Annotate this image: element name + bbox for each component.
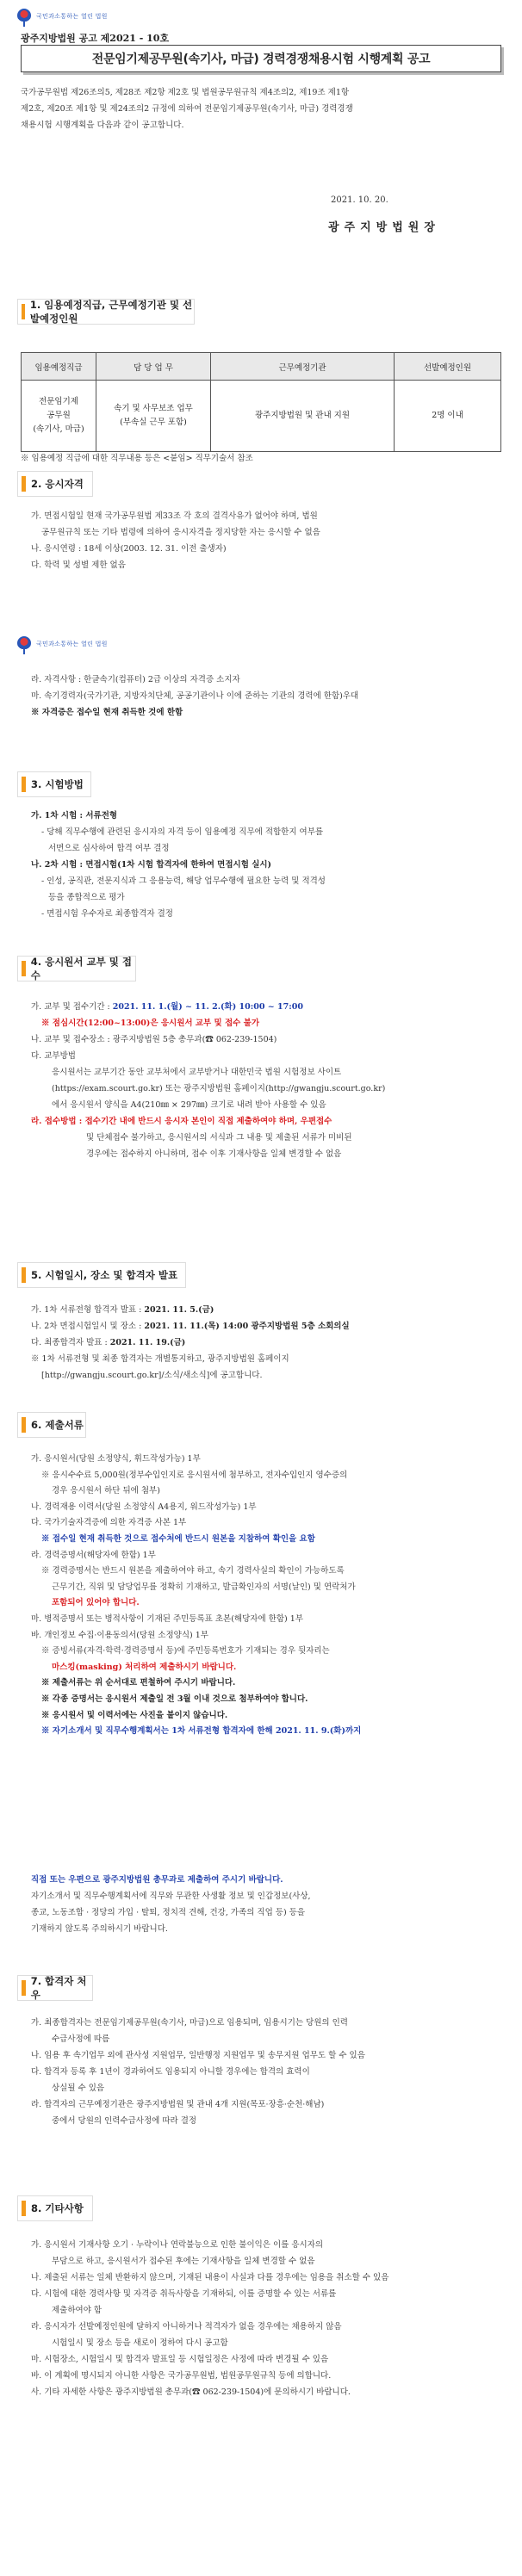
section-2-heading: 2. 응시자격	[17, 471, 93, 497]
table-header: 선발예정인원	[395, 353, 501, 381]
table-header: 근무예정기관	[211, 353, 395, 381]
notice-date: 2021. 10. 20.	[331, 195, 388, 205]
table-header: 임용예정직급	[22, 353, 96, 381]
office-cell: 광주지방법원 및 관내 지원	[211, 381, 395, 452]
documents-continuation: 직접 또는 우편으로 광주지방법원 총무과로 제출하여 주시기 바랍니다. 자기소개서 및 직무수행계획서에 직무와 무관한 사생활 정보 및 인갑정보(사상, 종교, 노동조합 · 정당의 가입 · 탈퇴, 정치적 견해, 건강, 가족의 직업 등) 등을 기재하지 않도록 주의하시기 바랍니다.	[31, 1875, 311, 1934]
qualification-text: 가. 면접시험일 현재 국가공무원법 제33조 각 호의 결격사유가 없어야 하며, 법원 공무원규칙 또는 기타 법령에 의하여 응시자격을 정지당한 자는 응시할 수 없음 나. 응시연령 : 18세 이상(2003. 12. 31. 이전 출생자) 다. 학력 및 성별 제한 없음	[31, 511, 320, 570]
table-row	[22, 381, 501, 452]
logo-text: 국민과소통하는 열린 법원	[36, 13, 108, 20]
court-logo	[17, 5, 108, 28]
application-text: 가. 교부 및 접수기간 : 2021. 11. 1.(월) ~ 11. 2.(화) 10:00 ~ 17:00 ※ 점심시간(12:00~13:00)은 응시원서 교부 및 접수 불가 나. 교부 및 접수장소 : 광주지방법원 5층 총무과(☎ 062-239-1504) 다. 교부방법 응시원서는 교부기간 동안 교부처에서 교부받거나 대한민국 법원 시험정보 사이트 (https://exam.scourt.go.kr) 또는 광주지방법원 홈페이지(http://gwangju.scourt.go.kr) 에서 응시원서 양식을 A4(210㎜ × 297㎜) 크기로 내려 받아 사용할 수 있음 라. 접수방법 : 접수기간 내에 반드시 응시자 본인이 직접 제출하여야 하며, 우편접수 및 단체접수 불가하고, 응시원서의 서식과 그 내용 및 제출된 서류가 미비된 경우에는 접수하지 아니하며, 접수 이후 기재사항을 일체 변경할 수 없음	[31, 1002, 386, 1159]
duty-cell: 속기 및 사무보조 업무 (부속실 근무 포함)	[96, 381, 211, 452]
court-emblem-icon	[17, 7, 33, 26]
section-7-heading: 7. 합격자 처우	[17, 1975, 93, 2001]
section-3-heading: 3. 시험방법	[17, 771, 91, 797]
section-marker	[22, 304, 25, 319]
table-header: 담 당 업 무	[96, 353, 211, 381]
notice-number: 광주지방법원 공고 제2021 - 10호	[21, 33, 170, 44]
documents-text: 가. 응시원서(당원 소정양식, 휘드작성가능) 1부 ※ 응시수수료 5,000원(정부수입인지로 응시원서에 첨부하고, 전자수입인지 영수증의 경우 응시원서 하단 뒤에 첨부) 나. 경력재용 이력서(당원 소정양식 A4용지, 워드작성가능) 1부 다. 국가기술자격증에 의한 자격증 사본 1부 ※ 접수일 현재 취득한 것으로 접수처에 반드시 원본을 지참하여 확인을 요함 라. 경력증명서(해당자에 한함) 1부 ※ 경력증명서는 반드시 원본을 제출하여야 하고, 속기 경력사실의 확인이 가능하도록 근무기간, 직위 및 담당업무를 정확히 기재하고, 발급확인자의 서명(날인) 및 연락처가 포함되어 있어야 합니다. 마. 병적증명서 또는 병적사항이 기재된 주민등록표 초본(해당자에 한함) 1부 바. 개인정보 수집·이용동의서(당원 소정양식) 1부 ※ 증빙서류(자격·학력·경력증명서 등)에 주민등록번호가 기재되는 경우 뒷자리는 마스킹(masking) 처리하여 제출하시기 바랍니다. ※ 제출서류는 위 순서대로 편철하여 주시기 바랍니다. ※ 각종 증명서는 응시원서 제출일 전 3월 이내 것으로 첨부하여야 합니다. ※ 응시원서 및 이력서에는 사진을 붙이지 않습니다. ※ 자기소개서 및 직무수행계획서는 1차 서류전형 합격자에 한해 2021. 11. 9.(화)까지	[31, 1454, 362, 1737]
intro-line: 국가공무원법 제26조의5, 제28조 제2항 제2호 및 법원공무원규칙 제4조의2, 제19조 제1항	[21, 88, 350, 97]
section-6-heading: 6. 제출서류	[17, 1412, 86, 1438]
etc-text: 가. 응시원서 기재사항 오기 · 누락이나 연락불능으로 인한 불이익은 이를 응시자의 부담으로 하고, 응시원서가 접수된 후에는 기재사항을 일체 변경할 수 없음 나. 제출된 서류는 일체 반환하지 않으며, 기재된 내용이 사실과 다를 경우에는 임용을 취소할 수 있음 다. 시험에 대한 경력사항 및 자격증 취득사항을 기재하되, 이를 증명할 수 있는 서류를 제출하여야 함 라. 응시자가 선발예정인원에 달하지 아니하거나 적격자가 없을 경우에는 채용하지 않음 시험일시 및 장소 등을 새로이 정하여 다시 공고함 마. 시험장소, 시험일시 및 합격자 발표일 등 시험일정은 사정에 따라 변경될 수 있음 바. 이 계획에 명시되지 아니한 사항은 국가공무원법, 법원공무원규칙 등에 의합니다. 사. 기타 자세한 사항은 광주지방법원 총무과(☎ 062-239-1504)에 문의하시기 바랍니다.	[31, 2240, 389, 2397]
section-1-heading: 1. 임용예정직급, 근무예정기관 및 선발예정인원	[17, 299, 195, 325]
intro-paragraph	[21, 84, 501, 133]
intro-line: 채용시험 시행계획을 다음과 같이 공고합니다.	[21, 121, 184, 130]
count-cell: 2명 이내	[395, 381, 501, 452]
court-signature: 광주지방법원장	[328, 221, 440, 234]
table-note: ※ 임용예정 직급에 대한 직무내용 등은 <붙임> 직무기술서 참조	[21, 454, 253, 463]
qualification-more: 라. 자격사항 : 한글속기(컴퓨터) 2급 이상의 자격증 소지자 마. 속기경력자(국가기관, 지방자치단체, 공공기관이나 이에 준하는 기관의 경력에 한함)우대 ※ 자격증은 접수일 현재 취득한 것에 한함	[31, 675, 359, 717]
method-text: 가. 1차 시험 : 서류전형 - 당해 직무수행에 관련된 응시자의 자격 등이 임용예정 직무에 적합한지 여부를 서면으로 심사하여 합격 여부 결정 나. 2차 시험 : 면접시험(1차 시험 합격자에 한하여 면접시험 실시) - 인성, 공직관, 전문지식과 그 응용능력, 해당 업무수행에 필요한 능력 및 적격성 등을 종합적으로 평가 - 면접시험 우수자로 최종합격자 결정	[31, 811, 326, 919]
notice-title: 전문임기제공무원(속기사, 마급) 경력경쟁채용시험 시행계획 공고	[21, 45, 501, 72]
exam-text: 가. 1차 서류전형 합격자 발표 : 2021. 11. 5.(금) 나. 2차 면접시험일시 및 장소 : 2021. 11. 11.(목) 14:00 광주지방법원 5층 소회의실 다. 최종합격자 발표 : 2021. 11. 19.(금) ※ 1차 서류전형 및 최종 합격자는 개별통지하고, 광주지방법원 홈페이지 [http://gwangju.scourt.go.kr]/소식/새소식]에 공고합니다.	[31, 1305, 350, 1380]
intro-line: 제2호, 제20조 제1항 및 제24조의2 규정에 의하여 전문임기제공무원(속기사, 마급) 경력경쟁	[21, 104, 353, 114]
section-8-heading: 8. 기타사항	[17, 2195, 93, 2221]
court-logo: 국민과소통하는 열린 법원	[17, 633, 108, 655]
recruitment-table	[21, 352, 501, 452]
section-4-heading: 4. 응시원서 교부 및 접수	[17, 956, 136, 981]
treatment-text: 가. 최종합격자는 전문임기제공무원(속기사, 마급)으로 임용되며, 임용시기는 당원의 인력 수급사정에 따름 나. 임용 후 속기업무 외에 관사성 지원업무, 일반행정 지원업무 및 송무지원 업무도 할 수 있음 다. 합격자 등록 후 1년이 경과하여도 임용되지 아니할 경우에는 합격의 효력이 상실될 수 있음 라. 합격자의 근무예정기관은 광주지방법원 및 관내 4개 지원(목포·장흥·순천·해남) 중에서 당원의 인력수급사정에 따라 결정	[31, 2018, 365, 2126]
section-5-heading: 5. 시험일시, 장소 및 합격자 발표	[17, 1262, 186, 1288]
grade-cell: 전문임기제 공무원 (속기사, 마급)	[22, 381, 96, 452]
court-emblem-icon	[17, 635, 33, 653]
